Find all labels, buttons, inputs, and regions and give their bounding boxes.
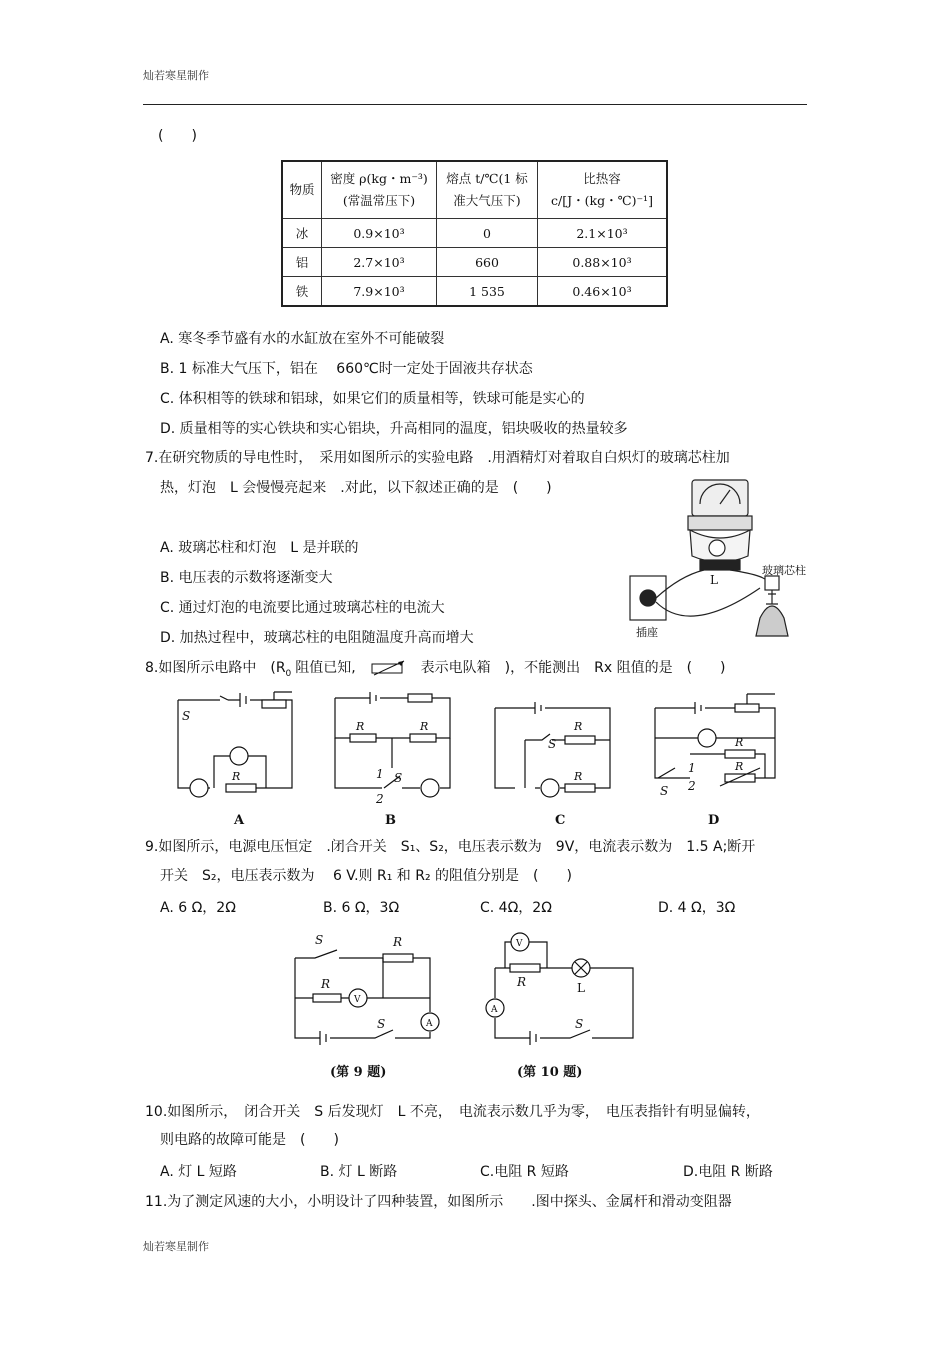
svg-text:S: S (575, 1017, 584, 1031)
q10-option-b: B. 灯 L 断路 (320, 1164, 398, 1180)
alcohol-lamp-icon (756, 606, 788, 636)
q7-label-socket: 插座 (636, 626, 658, 639)
q7-option-c: C. 通过灯泡的电流要比通过玻璃芯柱的电流大 (160, 600, 445, 616)
q9-q10-figures (285, 928, 645, 1088)
q7-experiment-figure (620, 476, 820, 646)
svg-text:S: S (182, 709, 191, 723)
q7-option-b: B. 电压表的示数将逐渐变大 (160, 570, 333, 586)
svg-text:R: R (232, 770, 241, 783)
svg-text:A: A (426, 1019, 433, 1029)
svg-text:R: R (574, 720, 583, 733)
q9-line1: 9.如图所示，电源电压恒定 .闭合开关 S₁、S₂，电压表示数为 9V，电流表示数为 1.5 A;断开 (145, 839, 756, 855)
header-rule (143, 104, 807, 105)
q7-label-glass: 玻璃芯柱 (762, 564, 806, 577)
svg-text:R: R (321, 977, 331, 991)
table-header-heat: 比热容 c/[J・(kg・℃)⁻¹] (538, 161, 668, 219)
table-header-substance: 物质 (282, 161, 322, 219)
svg-text:2: 2 (376, 792, 384, 806)
svg-text:1: 1 (376, 767, 384, 781)
q7-line2: 热，灯泡 L 会慢慢亮起来 .对此，以下叙述正确的是 ( ) (160, 480, 552, 496)
q10-line1: 10.如图所示， 闭合开关 S 后发现灯 L 不亮， 电流表示数几乎为零， 电压表指针有明显偏转， (145, 1104, 760, 1120)
material-property-table (281, 160, 668, 307)
table-header-density: 密度 ρ(kg・m⁻³) (常温常压下) (322, 161, 437, 219)
table-row: 铝 2.7×10³ 660 0.88×10³ (282, 248, 667, 277)
voltmeter-icon (230, 747, 248, 765)
q8-circuits-figure (170, 688, 810, 828)
q10-option-d: D.电阻 R 断路 (683, 1164, 773, 1180)
svg-text:R: R (356, 720, 365, 733)
q9-option-a: A. 6 Ω，2Ω (160, 900, 236, 916)
page-header: 灿若寒星制作 (143, 69, 209, 82)
q10-option-a: A. 灯 L 短路 (160, 1164, 237, 1180)
table-row: 铁 7.9×10³ 1 535 0.46×10³ (282, 277, 667, 307)
table-row: 冰 0.9×10³ 0 2.1×10³ (282, 219, 667, 248)
svg-text:R: R (420, 720, 429, 733)
svg-text:S: S (548, 737, 557, 751)
q7-option-d: D. 加热过程中，玻璃芯柱的电阻随温度升高而增大 (160, 630, 474, 646)
ammeter-icon (190, 779, 208, 797)
bulb-icon (709, 540, 725, 556)
svg-text:A: A (491, 1005, 498, 1015)
svg-text:S: S (394, 771, 403, 785)
table-header-melting: 熔点 t/℃(1 标 准大气压下) (437, 161, 538, 219)
q7-label-l: L (710, 573, 718, 587)
page-footer: 灿若寒星制作 (143, 1240, 209, 1253)
q10-option-c: C.电阻 R 短路 (480, 1164, 569, 1180)
q6-option-b: B. 1 标准大气压下，铝在 660℃时一定处于固液共存状态 (160, 361, 533, 377)
q8-line1: 8.如图所示电路中 ($R_0$ 阻值已知, 表示电队箱 )，不能测出 Rx 阻值的是 ( ) (145, 660, 726, 679)
q6-option-d: D. 质量相等的实心铁块和实心铝块，升高相同的温度，铝块吸收的热量较多 (160, 421, 628, 437)
q6-option-a: A. 寒冬季节盛有水的水缸放在室外不可能破裂 (160, 331, 445, 347)
q11-line1: 11.为了测定风速的大小，小明设计了四种装置，如图所示 .图中探头、金属杆和滑动变阻器 (145, 1194, 732, 1210)
resistance-box-icon (368, 660, 408, 676)
circuit-label-b: B (385, 813, 396, 828)
q7-option-a: A. 玻璃芯柱和灯泡 L 是并联的 (160, 540, 359, 556)
svg-text:L: L (577, 981, 585, 995)
svg-text:V: V (354, 995, 361, 1005)
q10-line2: 则电路的故障可能是 ( ) (160, 1132, 339, 1148)
q9-line2: 开关 S₂，电压表示数为 6 V.则 R₁ 和 R₂ 的阻值分别是 ( ) (160, 868, 572, 884)
q6-option-c: C. 体积相等的铁球和铝球，如果它们的质量相等，铁球可能是实心的 (160, 391, 585, 407)
q6-bracket: ( ) (158, 128, 197, 144)
q9-option-c: C. 4Ω，2Ω (480, 900, 552, 916)
q10-figure-caption: (第 10 题) (517, 1065, 583, 1080)
svg-text:R: R (735, 736, 744, 749)
svg-text:V: V (516, 939, 523, 949)
svg-text:S: S (660, 784, 669, 798)
circuit-label-c: C (555, 813, 566, 828)
q9-option-b: B. 6 Ω，3Ω (323, 900, 400, 916)
circuit-label-a: A (234, 813, 245, 828)
svg-text:R: R (574, 770, 583, 783)
svg-text:S: S (315, 933, 324, 947)
q9-figure-caption: (第 9 题) (330, 1065, 387, 1080)
circuit-label-d: D (708, 813, 720, 828)
svg-text:1: 1 (688, 761, 696, 775)
svg-text:S: S (377, 1017, 386, 1031)
q9-option-d: D. 4 Ω，3Ω (658, 900, 736, 916)
q7-line1: 7.在研究物质的导电性时， 采用如图所示的实验电路 .用酒精灯对着取自白炽灯的玻璃芯柱加 (145, 450, 730, 466)
svg-text:R: R (517, 975, 527, 989)
svg-text:R: R (735, 760, 744, 773)
svg-text:2: 2 (688, 779, 696, 793)
svg-text:R: R (393, 935, 403, 949)
